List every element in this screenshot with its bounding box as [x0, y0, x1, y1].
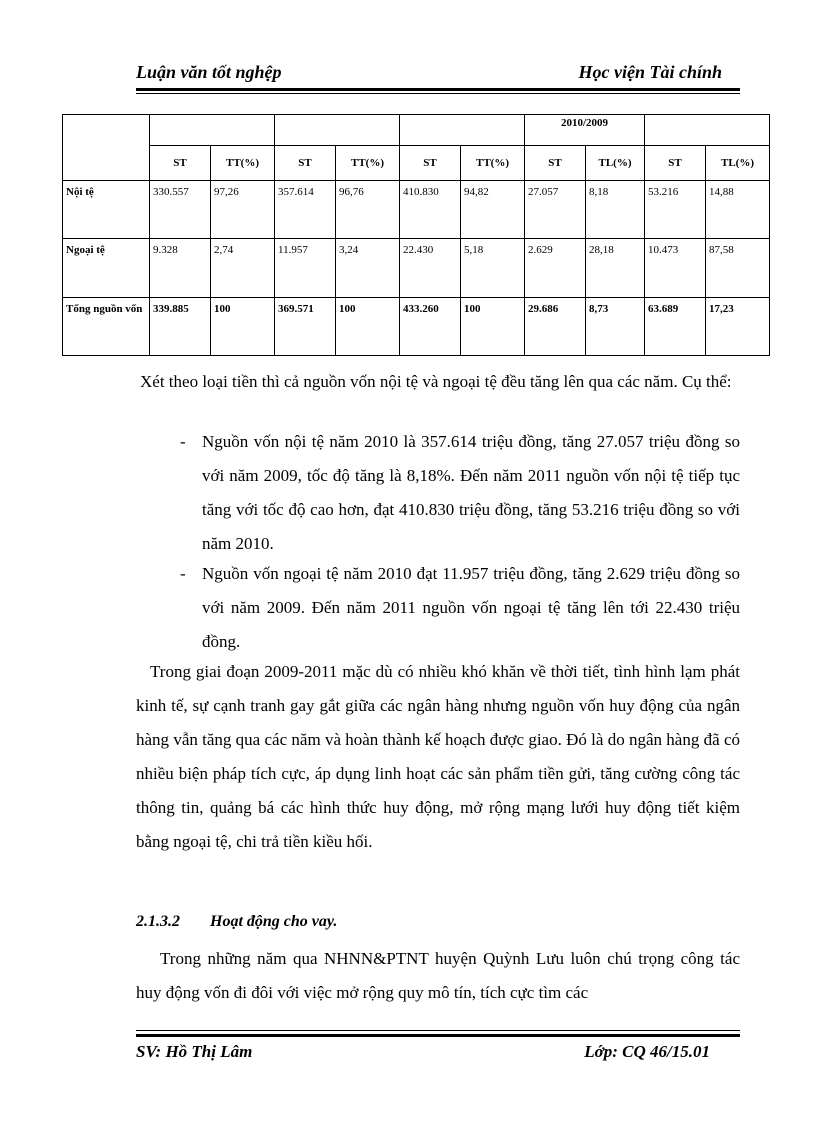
- table-subheader-row: [63, 146, 770, 181]
- table-row-label: Tổng nguồn vốn: [63, 298, 150, 356]
- paragraph-currency-intro: Xét theo loại tiền thì cả nguồn vốn nội tệ và ngoại tệ đều tăng lên qua các năm. Cụ thể:: [140, 372, 732, 391]
- table-cell: 17,23: [706, 298, 770, 356]
- table-subheader: ST: [275, 146, 336, 181]
- table-cell: 8,73: [586, 298, 645, 356]
- table-subheader: ST: [400, 146, 461, 181]
- table-group-header: [400, 115, 525, 146]
- table-cell: 433.260: [400, 298, 461, 356]
- table-group-header: 2010/2009: [525, 115, 645, 146]
- table-cell: 97,26: [211, 181, 275, 239]
- page-header: [136, 62, 740, 88]
- table-corner-cell: [63, 115, 150, 181]
- table-group-header: [150, 115, 275, 146]
- table-row: [63, 181, 770, 239]
- table-cell: 28,18: [586, 239, 645, 298]
- table-cell: 410.830: [400, 181, 461, 239]
- table-header-row: [63, 115, 770, 146]
- table-cell: 10.473: [645, 239, 706, 298]
- table-subheader: ST: [150, 146, 211, 181]
- table-cell: 5,18: [461, 239, 525, 298]
- paragraph-period-summary: Trong giai đoạn 2009-2011 mặc dù có nhiều khó khăn về thời tiết, tình hình lạm phát kinh tế, sự cạnh tranh gay gắt giữa các ngân hàng nhưng nguồn vốn huy động của ngân hàng vẫn tăng qua các năm và hoàn thành kế hoạch được giao. Đó là do ngân hàng đã có nhiều biện pháp tích cực, áp dụng linh hoạt các sản phẩm tiền gửi, tăng cường công tác thông tin, quảng bá các hình thức huy động, mở rộng mạng lưới huy động tiết kiệm bằng ngoại tệ, chi trả tiền kiều hối.: [136, 662, 740, 851]
- footer-rule-thick: [136, 1034, 740, 1037]
- table-cell: 2,74: [211, 239, 275, 298]
- table-row: [63, 239, 770, 298]
- table-cell: 8,18: [586, 181, 645, 239]
- footer-rule-thin: [136, 1030, 740, 1031]
- header-rule-thin: [136, 93, 740, 94]
- table-subheader: TL(%): [706, 146, 770, 181]
- table-cell: 87,58: [706, 239, 770, 298]
- table-total-row: [63, 298, 770, 356]
- section-heading: [136, 913, 337, 931]
- bullet-dash: -: [180, 432, 186, 451]
- table-group-header: [275, 115, 400, 146]
- section-number: 2.1.3.2: [136, 913, 180, 930]
- table-subheader: ST: [525, 146, 586, 181]
- table-cell: 53.216: [645, 181, 706, 239]
- table-subheader: TT(%): [211, 146, 275, 181]
- table-cell: 29.686: [525, 298, 586, 356]
- table-subheader: TL(%): [586, 146, 645, 181]
- table-cell: 3,24: [336, 239, 400, 298]
- footer-student: SV: Hồ Thị Lâm: [136, 1042, 253, 1061]
- table-cell: 27.057: [525, 181, 586, 239]
- table-cell: 100: [336, 298, 400, 356]
- table-cell: 369.571: [275, 298, 336, 356]
- table-cell: 2.629: [525, 239, 586, 298]
- table-cell: 14,88: [706, 181, 770, 239]
- bullet-text: Nguồn vốn nội tệ năm 2010 là 357.614 triệu đồng, tăng 27.057 triệu đồng so với năm 2009, tốc độ tăng là 8,18%. Đến năm 2011 nguồn vốn nội tệ tiếp tục tăng với tốc độ cao hơn, đạt 410.830 triệu đồng, tăng 53.216 triệu đồng so với năm 2010.: [202, 432, 740, 553]
- bullet-dash: -: [180, 564, 186, 583]
- table-cell: 9.328: [150, 239, 211, 298]
- header-institution: Học viện Tài chính: [578, 62, 722, 82]
- capital-table: [62, 114, 770, 356]
- bullet-text: Nguồn vốn ngoại tệ năm 2010 đạt 11.957 triệu đồng, tăng 2.629 triệu đồng so với năm 2009. Đến năm 2011 nguồn vốn ngoại tệ tăng lên tới 22.430 triệu đồng.: [202, 564, 740, 651]
- table-subheader: ST: [645, 146, 706, 181]
- table-cell: 100: [211, 298, 275, 356]
- table-cell: 22.430: [400, 239, 461, 298]
- header-rule-thick: [136, 88, 740, 91]
- paragraph-lending-intro: Trong những năm qua NHNN&PTNT huyện Quỳnh Lưu luôn chú trọng công tác huy động vốn đi đôi với việc mở rộng quy mô tín, tích cực tìm các: [136, 949, 740, 1002]
- page-footer: [136, 1042, 740, 1066]
- footer-class: Lớp: CQ 46/15.01: [584, 1042, 710, 1061]
- table-cell: 63.689: [645, 298, 706, 356]
- table-cell: 330.557: [150, 181, 211, 239]
- table-cell: 100: [461, 298, 525, 356]
- header-thesis-label: Luận văn tốt nghệp: [136, 62, 282, 82]
- table-cell: 96,76: [336, 181, 400, 239]
- table-subheader: TT(%): [336, 146, 400, 181]
- table-group-header: [645, 115, 770, 146]
- table-cell: 11.957: [275, 239, 336, 298]
- table-cell: 339.885: [150, 298, 211, 356]
- table-row-label: Ngoại tệ: [63, 239, 150, 298]
- table-cell: 357.614: [275, 181, 336, 239]
- table-row-label: Nội tệ: [63, 181, 150, 239]
- table-cell: 94,82: [461, 181, 525, 239]
- table-subheader: TT(%): [461, 146, 525, 181]
- section-title: Hoạt động cho vay.: [210, 913, 338, 930]
